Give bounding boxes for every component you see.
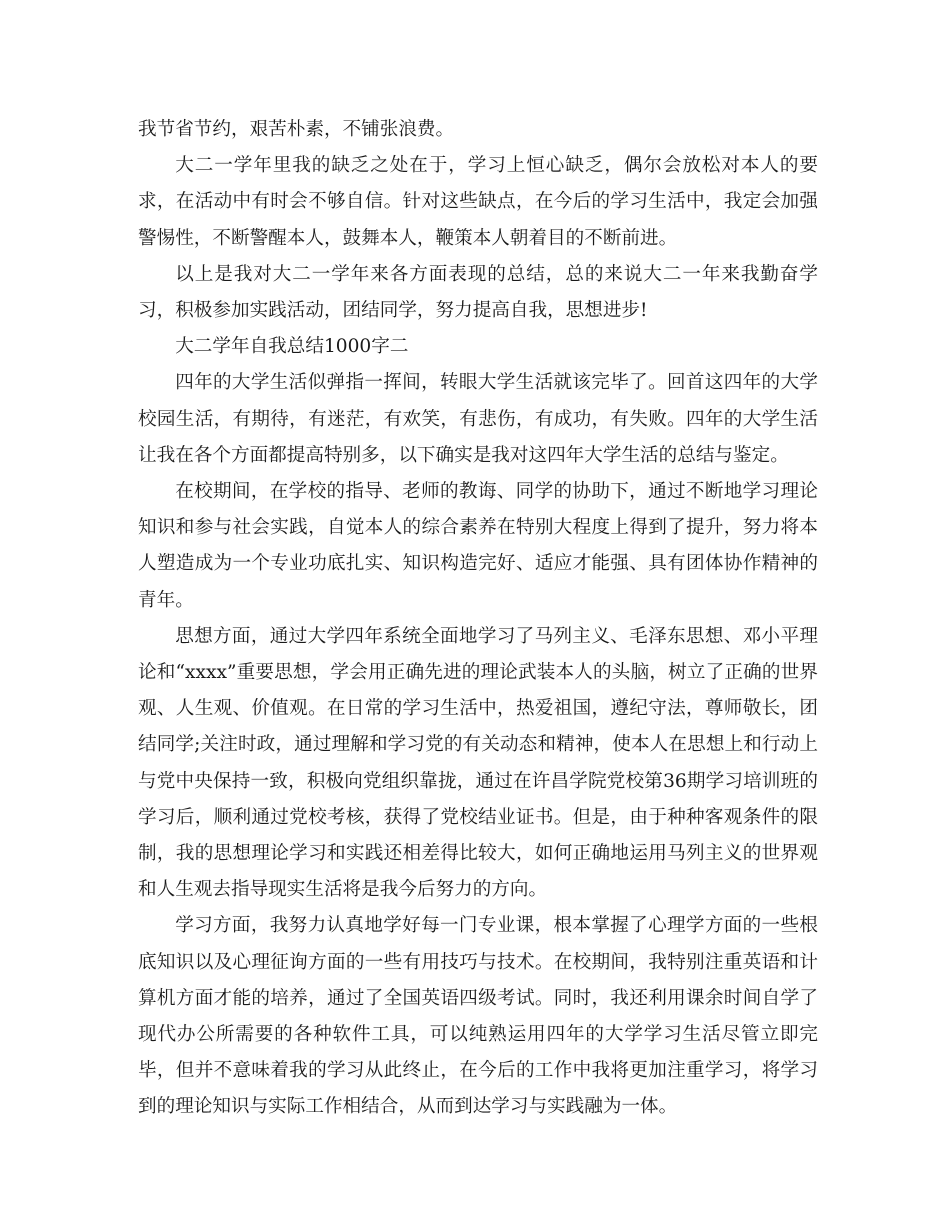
paragraph-continuation: 我节省节约，艰苦朴素，不铺张浪费。 [138,119,455,140]
paragraph-thought: 思想方面，通过大学四年系统全面地学习了马列主义、毛泽东思想、邓小平理论和“xxxx”重要思想，学会用正确先进的理论武装本人的头脑，树立了正确的世界观、人生观、价值观。在日常的学习生活中，热爱祖国，遵纪守法，尊师敬长，团结同学;关注时政，通过理解和学习党的有关动态和精神，使本人在思想上和行动上与党中央保持一致，积极向党组织靠拢，通过在许昌学院党校第36期学习培训班的学习后，顺利通过党校考核，获得了党校结业证书。但是，由于种种客观条件的限制，我的思想理论学习和实践还相差得比较大，如何正确地运用马列主义的世界观和人生观去指导现实生活将是我今后努力的方向。 [138,625,818,901]
paragraph-summary: 以上是我对大二一学年来各方面表现的总结，总的来说大二一年来我勤奋学习，积极参加实践活动，团结同学，努力提高自我，思想进步! [138,263,818,322]
paragraph-school-period: 在校期间，在学校的指导、老师的教诲、同学的协助下，通过不断地学习理论知识和参与社会实践，自觉本人的综合素养在特别大程度上得到了提升，努力将本人塑造成为一个专业功底扎实、知识构造完好、适应才能强、具有团体协作精神的青年。 [138,481,818,611]
paragraph-study: 学习方面，我努力认真地学好每一门专业课，根本掌握了心理学方面的一些根底知识以及心理征询方面的一些有用技巧与技术。在校期间，我特别注重英语和计算机方面才能的培养，通过了全国英语四级考试。同时，我还利用课余时间自学了现代办公所需要的各种软件工具，可以纯熟运用四年的大学学习生活尽管立即完毕，但并不意味着我的学习从此终止，在今后的工作中我将更加注重学习，将学习到的理论知识与实际工作相结合，从而到达学习与实践融为一体。 [138,915,818,1118]
paragraph-four-years: 四年的大学生活似弹指一挥间，转眼大学生活就该完毕了。回首这四年的大学校园生活，有期待，有迷茫，有欢笑，有悲伤，有成功，有失败。四年的大学生活让我在各个方面都提高特别多，以下确实是我对这四年大学生活的总结与鉴定。 [138,372,818,466]
section-heading: 大二学年自我总结1000字二 [175,336,409,358]
document-page [138,112,818,1126]
paragraph-shortcomings: 大二一学年里我的缺乏之处在于，学习上恒心缺乏，偶尔会放松对本人的要求，在活动中有时会不够自信。针对这些缺点，在今后的学习生活中，我定会加强警惕性，不断警醒本人，鼓舞本人，鞭策本人朝着目的不断前进。 [138,155,818,249]
